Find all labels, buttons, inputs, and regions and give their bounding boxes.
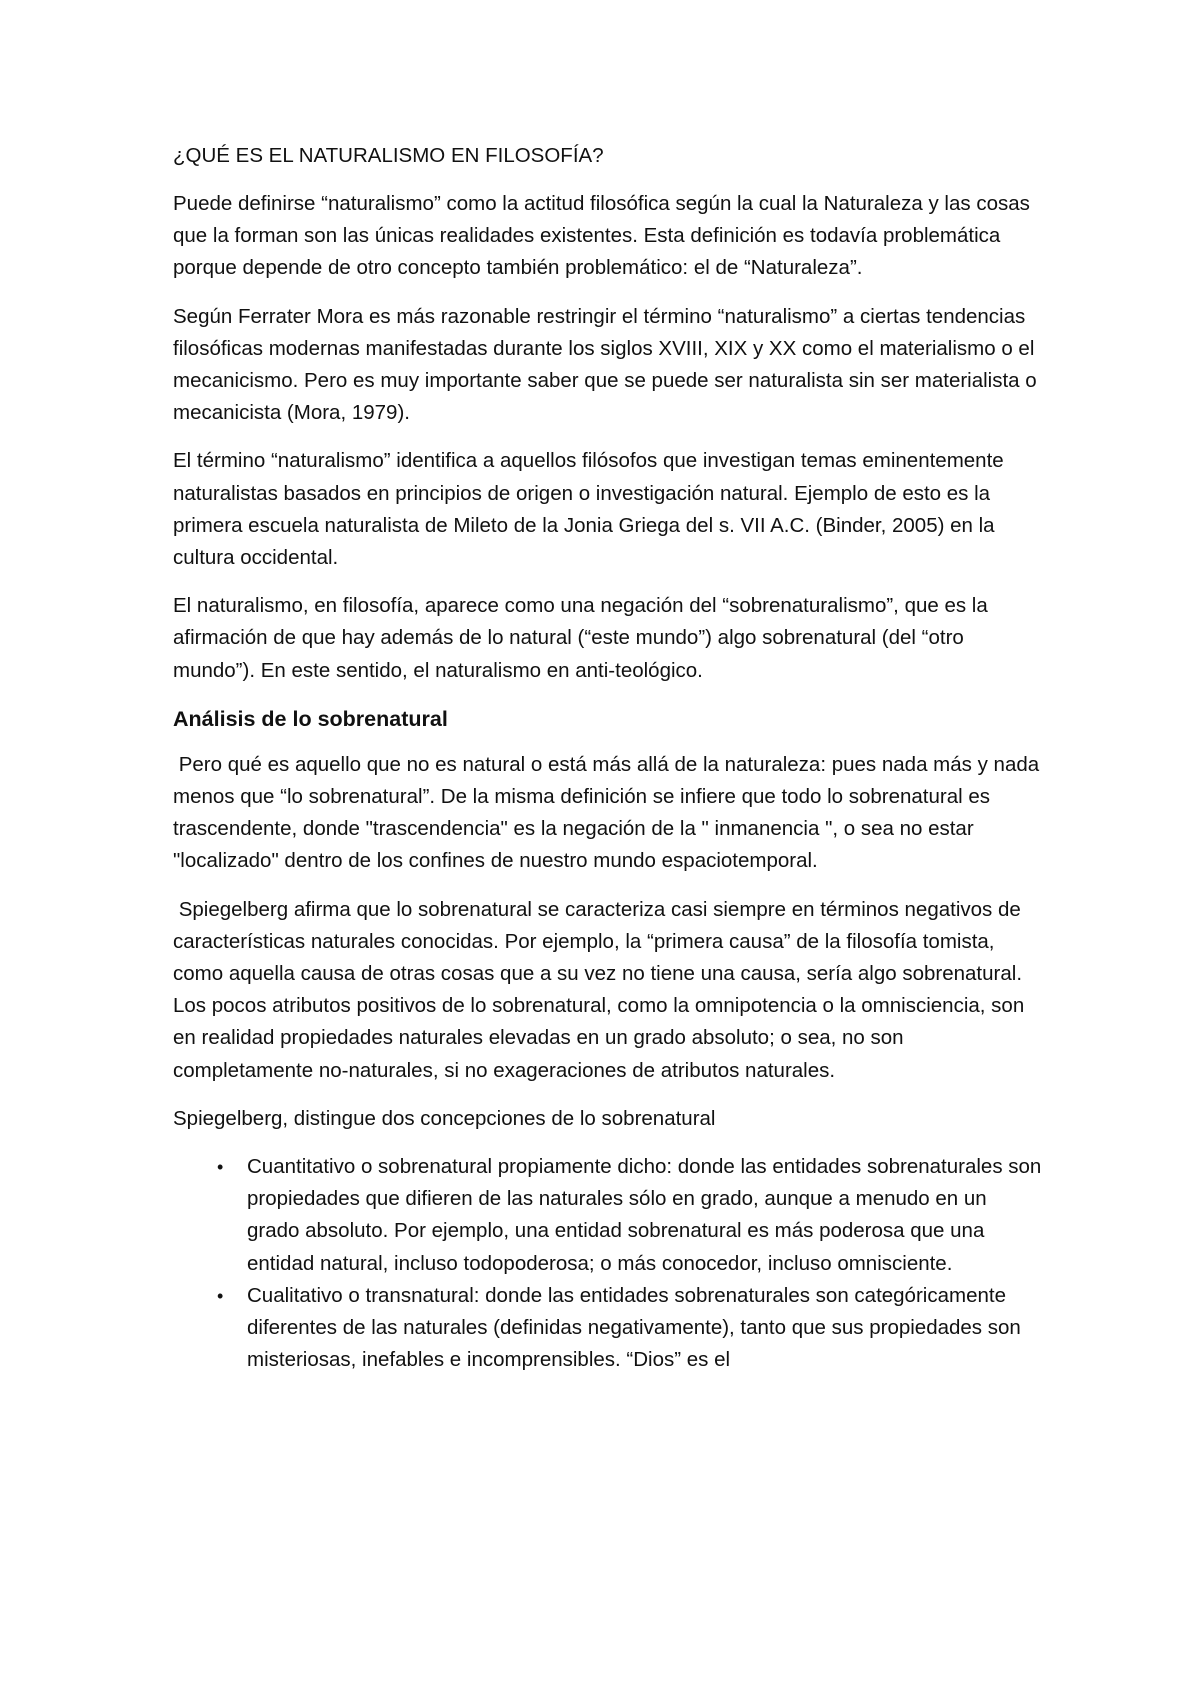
- bullet-icon: •: [217, 1157, 224, 1178]
- page-title: ¿QUÉ ES EL NATURALISMO EN FILOSOFÍA?: [173, 144, 604, 167]
- bullet-icon: •: [217, 1285, 224, 1306]
- paragraph-transcendence: Pero qué es aquello que no es natural o está más allá de la naturaleza: pues nada más y nada menos que “lo sobrenatural”. De la misma definición se infiere que todo lo sobrenatural es trascendente, donde "trascendencia" es la negación de la " inmanencia ", o sea no estar "localizado" dentro de los confines de nuestro mundo espaciotemporal.: [173, 752, 1045, 873]
- document-page: [173, 140, 1043, 1377]
- conceptions-list: [173, 1151, 1043, 1376]
- paragraph-two-conceptions: Spiegelberg, distingue dos concepciones de lo sobrenatural: [173, 1106, 716, 1130]
- list-item-text: Cualitativo o transnatural: donde las entidades sobrenaturales son categóricamente diferentes de las naturales (definidas negativamente), tanto que sus propiedades son misteriosas, inefables e incomprensibles. “Dios” es el: [247, 1283, 1021, 1372]
- list-item: [173, 1280, 1043, 1377]
- paragraph-ferrater-mora: Según Ferrater Mora es más razonable restringir el término “naturalismo” a ciertas tendencias filosóficas modernas manifestadas durante los siglos XVIII, XIX y XX como el materialismo o el mecanicismo. Pero es muy importante saber que se puede ser naturalista sin ser materialista o mecanicista (Mora, 1979).: [173, 304, 1037, 425]
- paragraph-term-naturalism: El término “naturalismo” identifica a aquellos filósofos que investigan temas eminentemente naturalistas basados en principios de origen o investigación natural. Ejemplo de esto es la primera escuela naturalista de Mileto de la Jonia Griega del s. VII A.C. (Binder, 2005) en la cultura occidental.: [173, 449, 1004, 570]
- section-heading: Análisis de lo sobrenatural: [173, 706, 448, 731]
- paragraph-supernaturalism: El naturalismo, en filosofía, aparece como una negación del “sobrenaturalismo”, que es la afirmación de que hay además de lo natural (“este mundo”) algo sobrenatural (del “otro mundo”). En este sentido, el naturalismo en anti-teológico.: [173, 594, 988, 682]
- list-item-text: Cuantitativo o sobrenatural propiamente dicho: donde las entidades sobrenaturales son propiedades que difieren de las naturales sólo en grado, aunque a menudo en un grado absoluto. Por ejemplo, una entidad sobrenatural es más poderosa que una entidad natural, incluso todopoderosa; o más conocedor, incluso omnisciente.: [247, 1155, 1042, 1275]
- paragraph-definition: Puede definirse “naturalismo” como la actitud filosófica según la cual la Naturaleza y las cosas que la forman son las únicas realidades existentes. Esta definición es todavía problemática porque depende de otro concepto también problemático: el de “Naturaleza”.: [173, 192, 1030, 280]
- paragraph-spiegelberg: Spiegelberg afirma que lo sobrenatural se caracteriza casi siempre en términos negativos de características naturales conocidas. Por ejemplo, la “primera causa” de la filosofía tomista, como aquella causa de otras cosas que a su vez no tiene una causa, sería algo sobrenatural. Los pocos atributos positivos de lo sobrenatural, como la omnipotencia o la omnisciencia, son en realidad propiedades naturales elevadas en un grado absoluto; o sea, no son completamente no-naturales, si no exageraciones de atributos naturales.: [173, 897, 1030, 1082]
- list-item: [173, 1151, 1043, 1280]
